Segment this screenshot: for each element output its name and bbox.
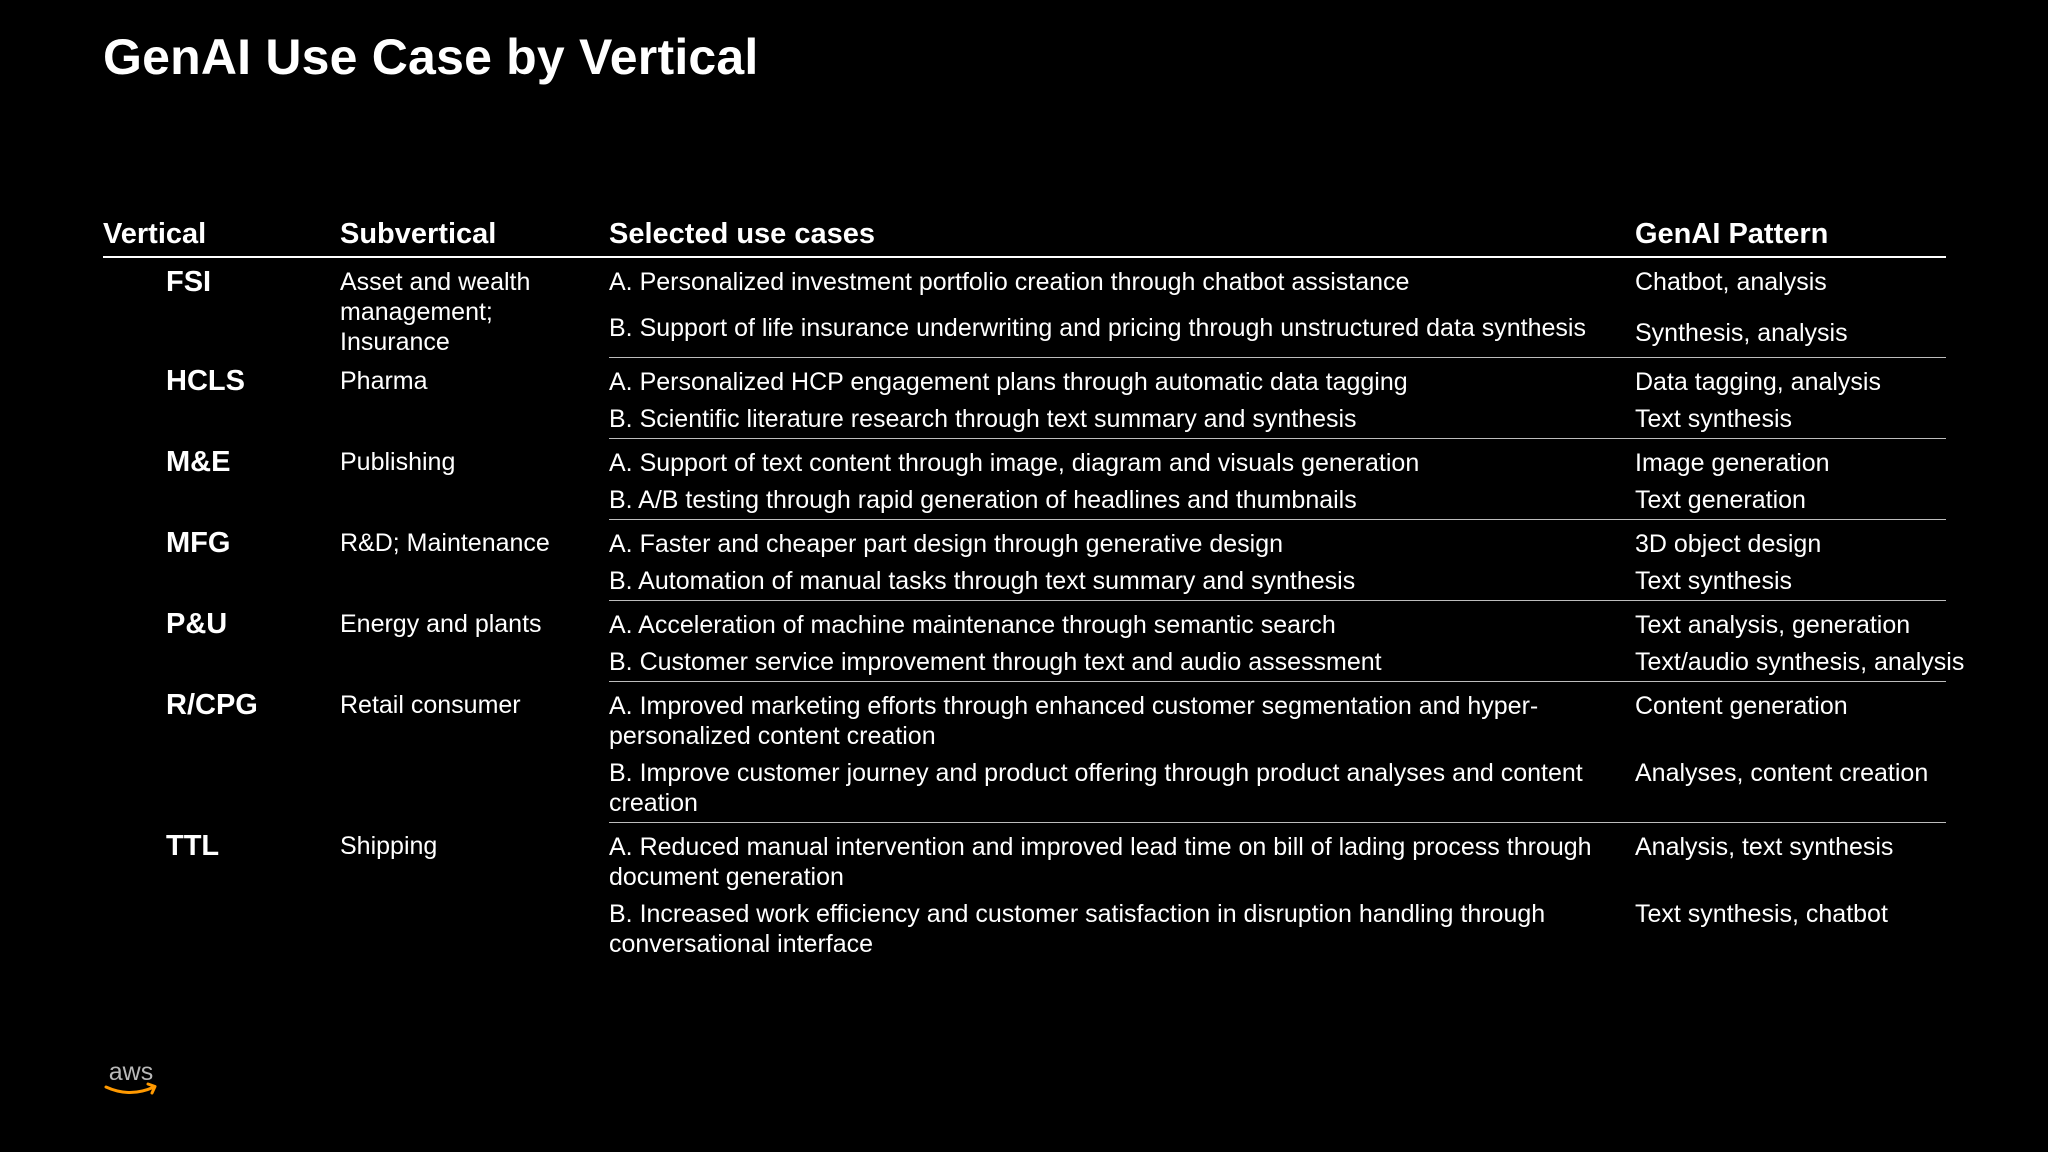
- aws-smile-arc: [106, 1087, 154, 1093]
- column-header-use-cases: Selected use cases: [609, 218, 1635, 257]
- table-row: [103, 600, 1946, 640]
- pattern-cell: Text analysis, generation: [1635, 610, 1911, 639]
- table-row: [103, 438, 1946, 478]
- pattern-cell: Text/audio synthesis, analysis: [1635, 640, 1946, 682]
- aws-logo-icon: [100, 1058, 162, 1102]
- vertical-cell: FSI: [166, 266, 212, 298]
- use-case-cell: B. A/B testing through rapid generation of headlines and thumbnails: [609, 478, 1635, 520]
- vertical-cell: HCLS: [166, 365, 245, 397]
- pattern-cell: Chatbot, analysis: [1635, 268, 1827, 296]
- pattern-cell: 3D object design: [1635, 529, 1822, 558]
- pattern-cell: Synthesis, analysis: [1635, 306, 1946, 357]
- pattern-cell: Text generation: [1635, 478, 1946, 520]
- pattern-cell: Analysis, text synthesis: [1635, 832, 1894, 861]
- subvertical-cell: Retail consumer: [340, 691, 521, 719]
- vertical-cell: M&E: [166, 446, 231, 478]
- aws-logo-wordmark: aws: [108, 1058, 154, 1086]
- use-case-cell: A. Faster and cheaper part design through generative design: [609, 529, 1284, 558]
- use-case-cell: B. Increased work efficiency and customer satisfaction in disruption handling through conversational interface: [609, 899, 1546, 958]
- page-title: GenAI Use Case by Vertical: [103, 29, 759, 85]
- table-row: [103, 681, 1946, 751]
- table-row: [103, 822, 1946, 892]
- use-case-table-container: [103, 218, 1965, 963]
- use-case-cell: A. Improved marketing efforts through enhanced customer segmentation and hyper-personalized content creation: [609, 691, 1539, 750]
- pattern-cell: Text synthesis: [1635, 559, 1946, 601]
- subvertical-cell: Asset and wealth management; Insurance: [340, 268, 531, 356]
- use-case-cell: B. Improve customer journey and product offering through product analyses and content creation: [609, 751, 1635, 823]
- table-row: [103, 519, 1946, 559]
- use-case-cell: A. Reduced manual intervention and improved lead time on bill of lading process through document generation: [609, 832, 1592, 891]
- aws-logo-graphic: [100, 1058, 162, 1102]
- vertical-cell: MFG: [166, 527, 231, 559]
- vertical-cell: R/CPG: [166, 689, 258, 721]
- subvertical-cell: Publishing: [340, 448, 456, 476]
- pattern-cell: Data tagging, analysis: [1635, 367, 1881, 396]
- pattern-cell: Analyses, content creation: [1635, 751, 1946, 823]
- pattern-cell: Content generation: [1635, 691, 1848, 720]
- table-header-row: [103, 218, 1946, 257]
- table-row: [103, 357, 1946, 397]
- use-case-cell: B. Support of life insurance underwriting and pricing through unstructured data synthesis: [609, 306, 1635, 357]
- vertical-cell: P&U: [166, 608, 228, 640]
- use-case-cell: A. Acceleration of machine maintenance through semantic search: [609, 610, 1336, 639]
- use-case-cell: A. Support of text content through image, diagram and visuals generation: [609, 448, 1420, 477]
- pattern-cell: Text synthesis: [1635, 397, 1946, 439]
- use-case-cell: A. Personalized investment portfolio creation through chatbot assistance: [609, 268, 1410, 296]
- column-header-genai-pattern: GenAI Pattern: [1635, 218, 1946, 257]
- column-header-subvertical: Subvertical: [340, 218, 609, 257]
- use-case-cell: A. Personalized HCP engagement plans through automatic data tagging: [609, 367, 1408, 396]
- pattern-cell: Text synthesis, chatbot: [1635, 899, 1888, 928]
- use-case-cell: B. Scientific literature research through text summary and synthesis: [609, 397, 1635, 439]
- use-case-table: [103, 218, 1965, 963]
- subvertical-cell: Shipping: [340, 832, 438, 860]
- pattern-cell: Image generation: [1635, 448, 1830, 477]
- subvertical-cell: R&D; Maintenance: [340, 529, 550, 557]
- vertical-cell: TTL: [166, 830, 220, 862]
- subvertical-cell: Energy and plants: [340, 610, 542, 638]
- table-row: [103, 257, 1946, 306]
- use-case-cell: B. Customer service improvement through text and audio assessment: [609, 640, 1635, 682]
- subvertical-cell: Pharma: [340, 367, 428, 395]
- column-header-vertical: Vertical: [103, 218, 340, 257]
- use-case-cell: B. Automation of manual tasks through text summary and synthesis: [609, 559, 1635, 601]
